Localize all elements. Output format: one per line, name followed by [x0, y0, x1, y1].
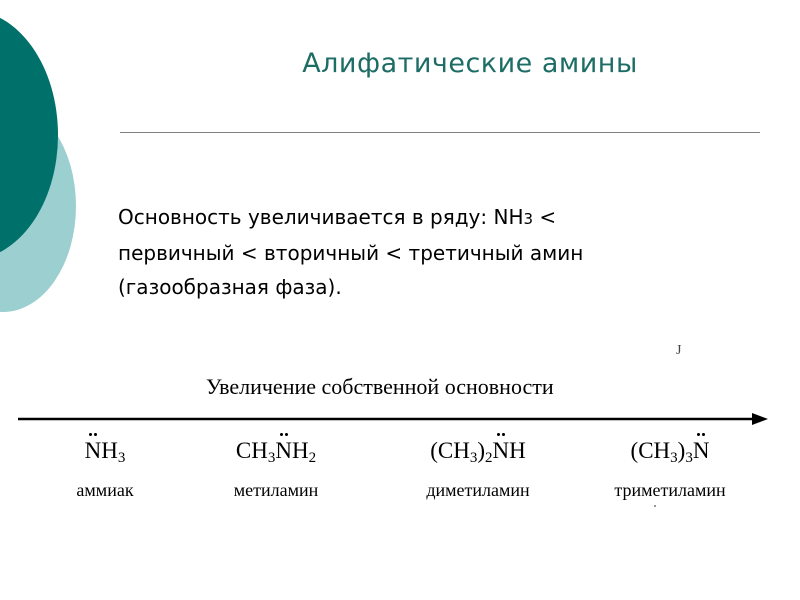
formula-bracket: ): [477, 438, 486, 463]
formula-subscript: 3: [469, 450, 478, 466]
amine-name-ammonia: аммиак: [76, 480, 134, 500]
nitrogen-lone-pair: N: [84, 438, 102, 463]
formula-subscript: 3: [685, 450, 693, 466]
body-line-1-text: Основность увеличивается в ряду: NH: [118, 205, 524, 229]
nitrogen-lone-pair: N: [692, 438, 710, 463]
formula-prefix: CH: [235, 438, 268, 463]
body-line-2: первичный < вторичный < третичный амин: [118, 241, 584, 265]
body-line-3: (газообразная фаза).: [118, 275, 342, 299]
formula-suffix: H: [509, 438, 526, 463]
nitrogen-lone-pair: N: [275, 438, 292, 463]
formula-trimethylamine: [580, 438, 760, 467]
title-divider: [120, 132, 760, 133]
amine-name-trimethylamine: триметиламин: [614, 480, 726, 500]
nh3-subscript: 3: [523, 210, 534, 228]
formula-suffix: H: [101, 438, 118, 463]
body-line-1: [118, 200, 738, 236]
less-than-symbol: <: [533, 205, 557, 229]
formula-dimethylamine: [388, 438, 568, 467]
body-text: [118, 200, 738, 304]
page-title: Алифатические амины: [302, 48, 638, 79]
formula-prefix: (CH: [630, 438, 671, 463]
arrow-head-icon: [752, 413, 768, 425]
formula-subscript: 3: [267, 450, 276, 466]
basicity-arrow: [0, 405, 800, 435]
stray-mark: J: [676, 343, 682, 358]
formula-subscript: 2: [485, 450, 493, 466]
formula-bracket: ): [677, 438, 686, 463]
formula-suffix: H: [291, 438, 309, 463]
formula-ammonia: [15, 438, 195, 467]
formula-subscript: 3: [117, 450, 126, 466]
amine-name-dimethylamine: диметиламин: [426, 480, 530, 500]
nitrogen-lone-pair: N: [492, 438, 510, 463]
formula-methylamine: [186, 438, 366, 467]
formula-subscript: 2: [308, 450, 317, 466]
stray-dot: [654, 505, 656, 507]
formula-subscript: 3: [670, 450, 678, 466]
basicity-arrow-label: Увеличение собственной основности: [206, 374, 554, 399]
amine-name-methylamine: метиламин: [233, 480, 319, 500]
formula-prefix: (CH: [430, 438, 470, 463]
